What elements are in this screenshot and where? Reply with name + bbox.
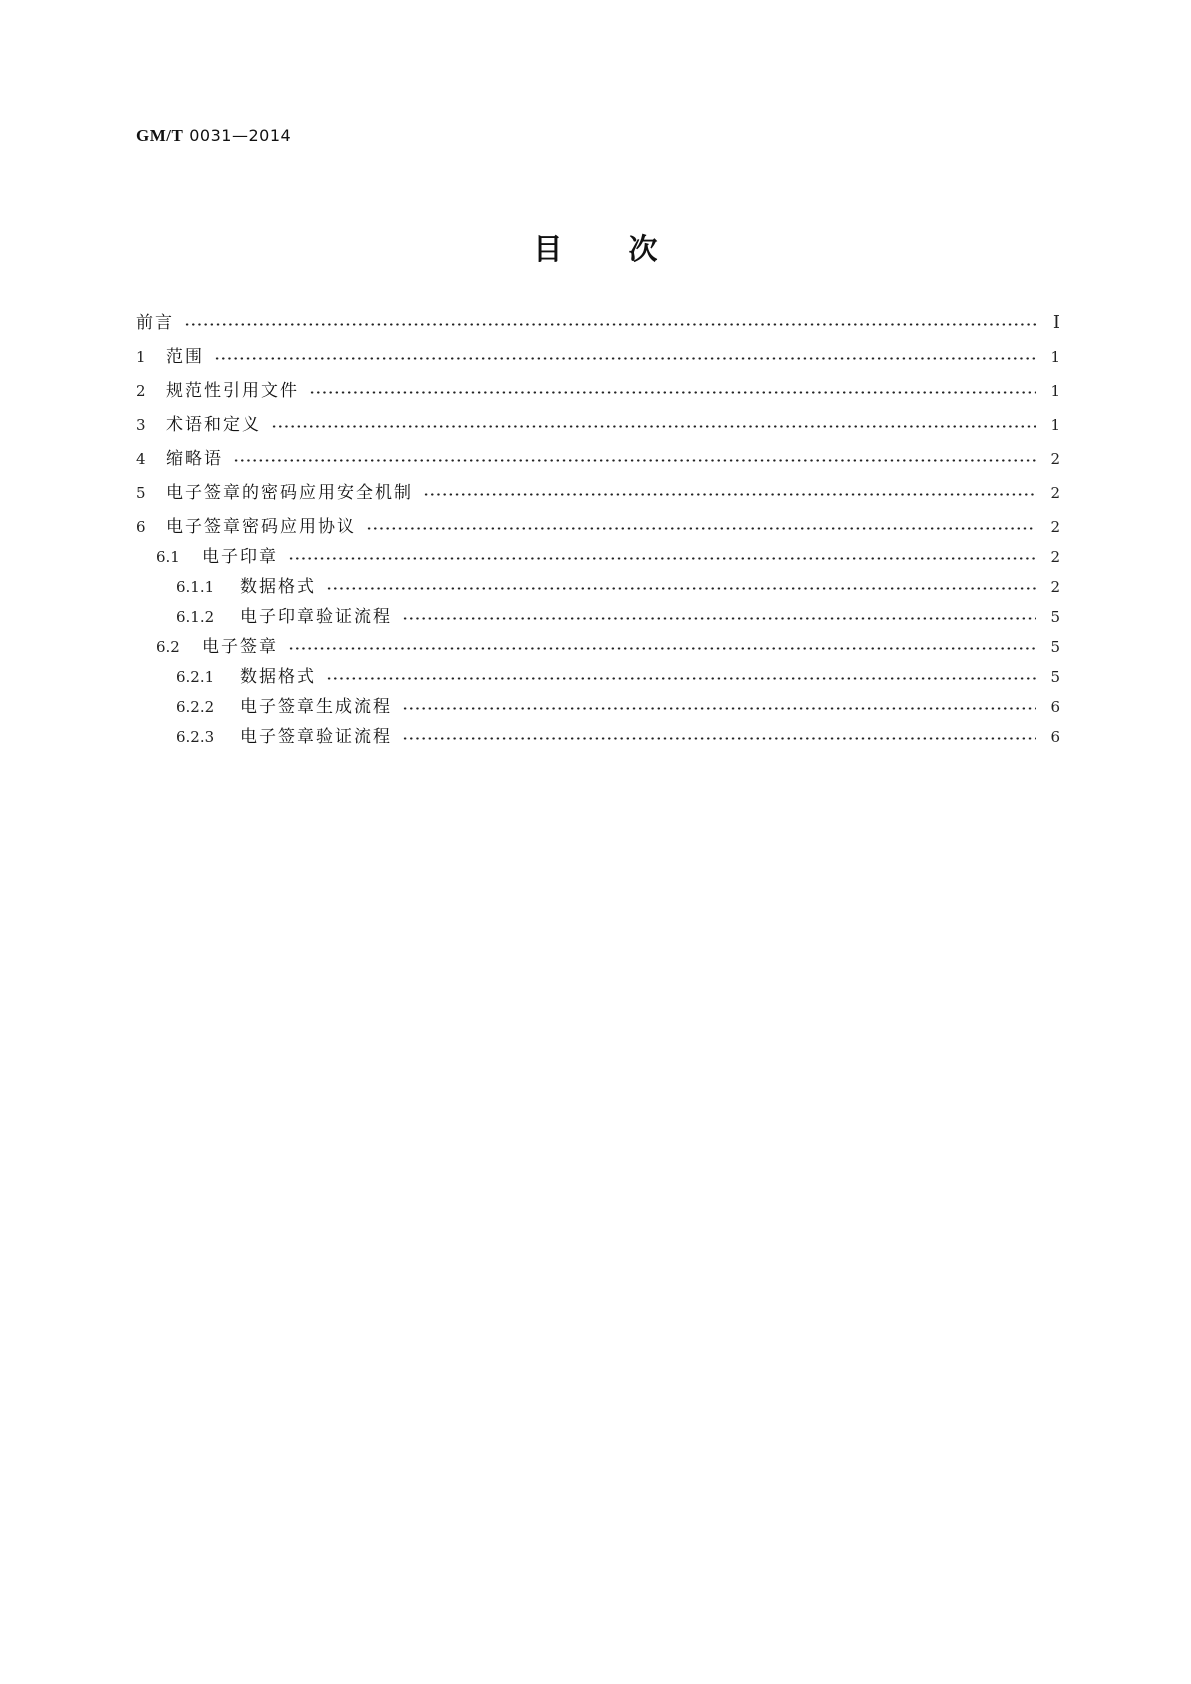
toc-entry-page: 1	[1050, 382, 1060, 400]
toc-entry-label: 数据格式	[240, 577, 316, 597]
toc-leader-dots	[366, 527, 1036, 530]
toc-entry-label: 电子签章	[202, 637, 278, 657]
toc-entry-label: 前言	[136, 313, 174, 333]
toc-entry-label: 电子签章生成流程	[240, 697, 392, 717]
toc-leader-dots	[326, 587, 1036, 590]
toc-entry-number: 6.2.1	[176, 668, 215, 686]
toc-entry-label: 电子签章密码应用协议	[166, 517, 356, 537]
toc-entry-page: 2	[1050, 518, 1060, 536]
toc-entry-label: 电子签章验证流程	[240, 727, 392, 747]
toc-entry-label: 范围	[166, 347, 204, 367]
toc-entry-6-1-2[interactable]	[136, 603, 1060, 631]
toc-entry-number: 6.2.3	[176, 728, 215, 746]
toc-entry-label: 电子印章验证流程	[240, 607, 392, 627]
toc-leader-dots	[402, 737, 1036, 740]
toc-entry-page: 2	[1050, 578, 1060, 596]
toc-leader-dots	[402, 617, 1036, 620]
toc-entry-number: 6.2.2	[176, 698, 215, 716]
toc-leader-dots	[309, 391, 1036, 394]
toc-entry-number: 5	[136, 484, 146, 502]
toc-entry-6-2[interactable]	[136, 633, 1060, 661]
toc-entry-number: 4	[136, 450, 146, 468]
toc-leader-dots	[271, 425, 1036, 428]
toc-leader-dots	[233, 459, 1036, 462]
toc-entry-page: 2	[1050, 548, 1060, 566]
toc-entry-page: 1	[1050, 416, 1060, 434]
toc-entry-3[interactable]	[136, 411, 1060, 439]
toc-entry-1[interactable]	[136, 343, 1060, 371]
toc-entry-page: 5	[1050, 668, 1060, 686]
standard-prefix: GM/T	[136, 126, 184, 145]
toc-entry-label: 缩略语	[166, 449, 223, 469]
toc-title-char-2: 次	[628, 232, 658, 266]
toc-leader-dots	[288, 647, 1036, 650]
toc-leader-dots	[326, 677, 1036, 680]
toc-leader-dots	[288, 557, 1036, 560]
toc-entry-page: 5	[1050, 638, 1060, 656]
toc-entry-5[interactable]	[136, 479, 1060, 507]
toc-entry-number: 2	[136, 382, 146, 400]
toc-entry-foreword[interactable]	[136, 309, 1060, 337]
toc-entry-number: 6.1	[156, 548, 180, 566]
toc-entry-number: 6.1.2	[176, 608, 215, 626]
toc-entry-number: 1	[136, 348, 146, 366]
toc-entry-page: 2	[1050, 450, 1060, 468]
toc-entry-2[interactable]	[136, 377, 1060, 405]
standard-number: 0031—2014	[189, 126, 292, 145]
toc-leader-dots	[402, 707, 1036, 710]
toc-entry-number: 6	[136, 518, 146, 536]
toc-title	[0, 227, 1191, 268]
toc-entry-label: 电子印章	[202, 547, 278, 567]
toc-entry-page: 6	[1050, 728, 1060, 746]
toc-entry-page: 5	[1050, 608, 1060, 626]
toc-entry-6-2-1[interactable]	[136, 663, 1060, 691]
toc-entry-number: 6.2	[156, 638, 180, 656]
toc-entry-6-2-2[interactable]	[136, 693, 1060, 721]
toc-entry-label: 术语和定义	[166, 415, 261, 435]
document-code	[136, 126, 291, 146]
toc-entry-6-1-1[interactable]	[136, 573, 1060, 601]
toc-entry-number: 6.1.1	[176, 578, 215, 596]
toc-leader-dots	[184, 323, 1036, 326]
toc-entry-6-2-3[interactable]	[136, 723, 1060, 751]
toc-entry-page: 1	[1050, 348, 1060, 366]
toc-entry-label: 数据格式	[240, 667, 316, 687]
toc-entry-page: Ⅰ	[1052, 312, 1060, 333]
toc-title-char-1: 目	[533, 232, 563, 266]
toc-leader-dots	[423, 493, 1036, 496]
toc-entry-page: 2	[1050, 484, 1060, 502]
toc-entry-6[interactable]	[136, 513, 1060, 541]
toc-entry-4[interactable]	[136, 445, 1060, 473]
toc-entry-label: 电子签章的密码应用安全机制	[166, 483, 413, 503]
toc-entry-page: 6	[1050, 698, 1060, 716]
toc-entry-label: 规范性引用文件	[166, 381, 299, 401]
toc-entry-number: 3	[136, 416, 146, 434]
toc-leader-dots	[214, 357, 1036, 360]
toc-entry-6-1[interactable]	[136, 543, 1060, 571]
